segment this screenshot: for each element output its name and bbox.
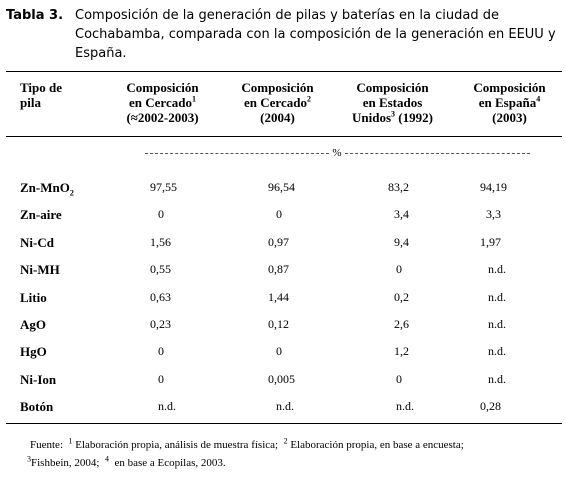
header-cercado-2: Composición en Cercado$^2$ (2004) [241,80,314,125]
table-cell: 0 [158,207,164,221]
unit-dash-left [145,153,329,154]
header-eeuu: Composición en Estados Unidos$^3$ (1992) [352,80,433,125]
table-cell: 0,63 [150,290,171,304]
row-label: Botón [20,399,54,414]
row-label: AgO [20,317,46,332]
row-label: Ni-MH [20,262,60,277]
table-cell: 0,87 [268,262,289,276]
table-row [0,317,566,337]
table-cell: 0,97 [268,235,289,249]
row-label: Ni-Cd [20,235,54,250]
table-cell: 96,54 [268,180,295,194]
table-row [0,180,566,200]
table-row [0,262,566,282]
table-cell: 0 [396,372,402,386]
table-cell: 0,28 [480,399,501,413]
table-cell: 0 [396,262,402,276]
table-cell: 1,97 [480,235,501,249]
table-row [0,235,566,255]
header-espana: Composición en España$^4$ (2003) [473,80,546,125]
header-cercado-1: Composición en Cercado$^1$ (≈2002-2003) [126,80,199,125]
table-cell: 0,12 [268,317,289,331]
table-cell: 97,55 [150,180,177,194]
table-label: Tabla 3. [6,8,64,23]
table-cell: 0,23 [150,317,171,331]
table-row [0,344,566,364]
bottom-rule [6,423,562,424]
table-cell: 0 [158,372,164,386]
table-cell: n.d. [488,344,506,358]
row-label: Litio [20,290,47,305]
unit-row [145,147,530,161]
table-cell: 94,19 [480,180,507,194]
table-cell: 0,2 [394,290,409,304]
table-cell: n.d. [158,399,176,413]
table-cell: 0 [276,207,282,221]
row-label: Ni-Ion [20,372,57,387]
header-tipo-pila: Tipo de pila [20,80,63,110]
unit-dash-right [345,153,530,154]
table-row [0,290,566,310]
table-row [0,399,566,419]
table-footnote: Fuente: $^1$ Elaboración propia, análisis de muestra física; $^2$ Elaboración propia, en base a encuesta; $^3$Fishbein, 2004; $^4$ en base a Ecopilas, 2003. [27,436,464,469]
table-row [0,207,566,227]
table-cell: 3,3 [486,207,501,221]
table-cell: 0,005 [268,372,295,386]
table-cell: n.d. [488,317,506,331]
table-row [0,372,566,392]
table-cell: n.d. [488,372,506,386]
table-cell: 1,44 [268,290,289,304]
row-label: Zn-aire [20,207,62,222]
table-cell: n.d. [396,399,414,413]
table-cell: n.d. [488,262,506,276]
table-cell: n.d. [488,290,506,304]
unit-label: % [332,147,342,159]
table-cell: 1,56 [150,235,171,249]
row-label: Zn-MnO$_2$ [20,180,74,198]
table-cell: 0,55 [150,262,171,276]
table-cell: 83,2 [388,180,409,194]
table-cell: 1,2 [394,344,409,358]
top-rule [6,71,562,72]
row-label: HgO [20,344,47,359]
table-cell: 3,4 [394,207,409,221]
table-cell: 0 [158,344,164,358]
table-cell: 2,6 [394,317,409,331]
table-cell: 9,4 [394,235,409,249]
table-cell: 0 [276,344,282,358]
table-title: Composición de la generación de pilas y baterías en la ciudad de Cochabamba, comparada con la composición de la generación en EEUU y España. [75,8,556,61]
header-rule [6,136,562,137]
table-cell: n.d. [276,399,294,413]
